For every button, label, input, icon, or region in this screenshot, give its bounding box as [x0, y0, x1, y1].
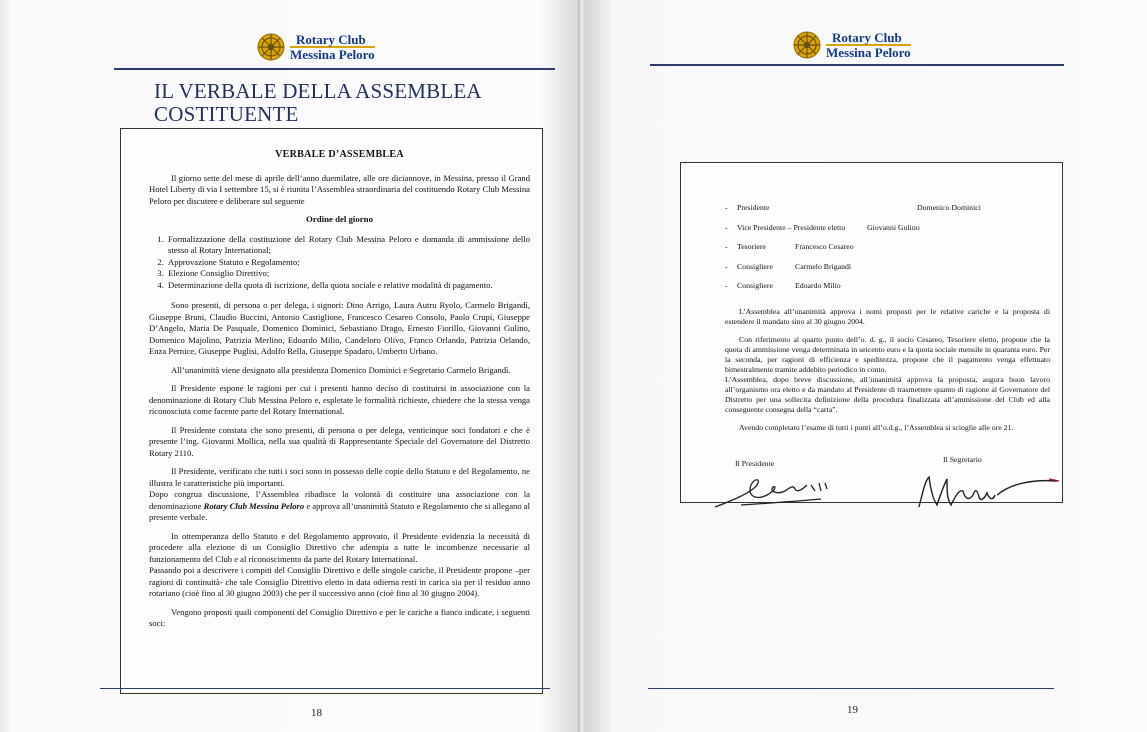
- verbale-box: [120, 128, 543, 694]
- footer-rule: [100, 688, 550, 689]
- role-label: Consigliere: [737, 281, 773, 290]
- dopo-text-a: Dopo congrua discussione, l’Assemblea ribadisce la volontà di costituire una associazione con la denominazione: [149, 489, 530, 511]
- role-name: Francesco Cesareo: [795, 242, 854, 251]
- role-dash: -: [725, 222, 728, 232]
- role-dash: -: [725, 281, 728, 290]
- logo-line2: Messina Peloro: [826, 45, 911, 60]
- ottemperanza-paragraph: In ottemperanza dello Statuto e del Regolamento approvato, il Presidente evidenzia la necessità di procedere alla elezione di un Consiglio Direttivo che adempia a tutte le incombenze necessarie al funzionamento del Club e al riconoscimento da parte del Rotary International.: [149, 530, 530, 564]
- page-number: 18: [311, 707, 322, 719]
- role-row: [725, 262, 1050, 282]
- verbale-continuation-box: [680, 162, 1063, 503]
- rotary-logo: [256, 32, 375, 62]
- role-dash: -: [725, 261, 728, 271]
- segretario-signature-label: Il Segretario: [943, 454, 982, 464]
- role-label: Presidente: [737, 203, 770, 212]
- role-label: Tesoriere: [737, 242, 766, 251]
- intro-paragraph: Il giorno sette del mese di aprile dell’anno duemilatre, alle ore diciannove, in Messina, presso il Grand Hotel Liberty di via I settembre 15, si è riunita l’Assemblea straordinaria del costituendo Rotary Club Messina Peloro per discutere e deliberare sul seguente: [149, 172, 530, 206]
- page-number: 19: [847, 704, 858, 716]
- footer-rule: [648, 688, 1054, 689]
- presidente-signature-label: Il Presidente: [735, 458, 775, 468]
- segretario-signature: [913, 467, 1063, 515]
- unanimita-paragraph: All’unanimità viene designato alla presidenza Domenico Dominici e Segretario Carmelo Brigandì.: [171, 364, 511, 375]
- logo-line1: Rotary Club: [290, 33, 375, 48]
- passando-paragraph: Passando poi a descrivere i compiti del Consiglio Direttivo e delle singole cariche, il Presidente propone –per ragioni di continuità- che tale Consiglio Direttivo eletto in data odierna resti in carica sia per il residuo anno rotariano (cioè fino al 30 giugno 2003) che per il successivo anno (cioè fino al 30 giugno 2004).: [149, 565, 530, 598]
- role-name: Giovanni Gulino: [867, 222, 920, 232]
- agenda-item: 3. Elezione Consiglio Direttivo;: [166, 268, 530, 280]
- role-name: Carmelo Brigandì: [795, 261, 852, 271]
- role-list: [725, 203, 1050, 301]
- completato-paragraph: Avendo completato l’esame di tutti i punti all’o.d.g., l’Assemblea si scioglie alle ore 21.: [739, 422, 1014, 432]
- vengono-paragraph: Vengono proposti quali componenti del Consiglio Direttivo e per le cariche a fianco indicate, i seguenti soci:: [149, 606, 530, 628]
- role-row: [725, 223, 1050, 243]
- agenda-list: [149, 234, 530, 292]
- title-line2: COSTITUENTE: [154, 102, 299, 126]
- role-dash: -: [725, 203, 728, 212]
- role-row: [725, 242, 1050, 262]
- agenda-item: 4. Determinazione della quota di iscrizione, della quota sociale e relative modalità di pagamento.: [166, 280, 530, 292]
- verbale-heading: VERBALE D’ASSEMBLEA: [275, 149, 404, 160]
- role-name: Edoardo Milio: [795, 281, 841, 290]
- presidente-constata-paragraph: Il Presidente constata che sono presenti, di persona o per delega, venticinque soci fondatori e che è presente l’ing. Giovanni Mollica, nella sua qualità di Rappresentante Speciale del Governatore del Distretto Rotary 2110.: [149, 424, 530, 458]
- club-name-emphasis: Rotary Club Messina Peloro: [203, 500, 305, 511]
- title-line1: IL VERBALE DELLA ASSEMBLEA: [154, 79, 482, 103]
- role-label: Consigliere: [737, 261, 773, 271]
- signature-area: [725, 441, 1050, 521]
- rotary-wheel-icon: [256, 32, 286, 62]
- dopo-paragraph: [149, 489, 530, 524]
- rotary-wheel-icon: [792, 30, 822, 60]
- riferimento-paragraph: Con riferimento al quarto punto dell’o. d. g., il socio Cesareo, Tesoriere eletto, propone che la quota di ammissione venga determinata in seicento euro e la quota sociale mensile in quaranta euro. Per la seconda, per ragioni di efficienza e speditezza, propone che il pagamento venga effettuato bimestralmente tramite addebito periodico in conto.: [725, 334, 1050, 374]
- logo-line1: Rotary Club: [826, 31, 911, 46]
- header-rule: [114, 68, 555, 70]
- role-row: [725, 281, 1050, 301]
- assemblea-paragraph: L’Assemblea, dopo breve discussione, all’unanimità approva la proposta, augura buon lavoro all’organismo ora eletto e da mandato al Presidente di trasmettere quanto di ragione al Governatore del Distretto per una sollecita definizione della procedura finalizzata all’ammissione del Club ed alla conseguente consegna della “carta”.: [725, 374, 1050, 414]
- presenti-paragraph: Sono presenti, di persona o per delega, i signori: Dino Arrigo, Laura Autru Ryolo, Carmelo Brigandì, Giuseppe Bruni, Claudio Buccini, Antonio Castiglione, Francesco Cesareo Consolo, Paolo Crupi, Giuseppe D’Angelo, Maria De Pasquale, Domenico Dominici, Sebastiano Drago, Ernesto Fiorillo, Giovanni Gulino, Domenico Majolino, Patrizia Merlino, Edoardo Milio, Candeloro Olivo, Franco Orlando, Patrizia Orlando, Enza Pernice, Giuseppe Puglisi, Adolfo Rella, Giuseppe Spadaro, Umberto Urbano.: [149, 300, 530, 356]
- role-label: Vice Presidente – Presidente eletto: [737, 222, 846, 232]
- role-name: Domenico Dominici: [917, 203, 981, 212]
- agenda-item: 2. Approvazione Statuto e Regolamento;: [166, 257, 530, 269]
- role-row: [725, 203, 1050, 223]
- verificato-paragraph: Il Presidente, verificato che tutti i soci sono in possesso delle copie dello Statuto e del Regolamento, ne illustra le caratteristiche più importanti.: [149, 466, 530, 488]
- presidente-espone-paragraph: Il Presidente espone le ragioni per cui i presenti hanno deciso di costituirsi in associazione con la denominazione di Rotary Club Messina Peloro e, espletate le formalità richieste, chiedere che la stessa venga riconosciuta come facente parte del Rotary International.: [149, 383, 530, 416]
- presidente-signature: [711, 471, 851, 513]
- agenda-heading: Ordine del giorno: [306, 214, 373, 224]
- agenda-item: 1. Formalizzazione della costituzione del Rotary Club Messina Peloro e domanda di ammissione dello stesso al Rotary International;: [166, 234, 530, 257]
- logo-line2: Messina Peloro: [290, 47, 375, 62]
- dopo-text-b: e approva all’unanimità Statuto e Regolamento che si allegano al presente verbale.: [149, 500, 530, 522]
- page-title: [154, 80, 482, 126]
- role-dash: -: [725, 242, 728, 251]
- rotary-logo: [792, 30, 911, 60]
- approva-paragraph: L’Assemblea all’unanimità approva i nomi proposti per le relative cariche e la proposta di estendere il mandato sino al 30 giugno 2004.: [725, 306, 1050, 326]
- header-rule: [650, 64, 1064, 66]
